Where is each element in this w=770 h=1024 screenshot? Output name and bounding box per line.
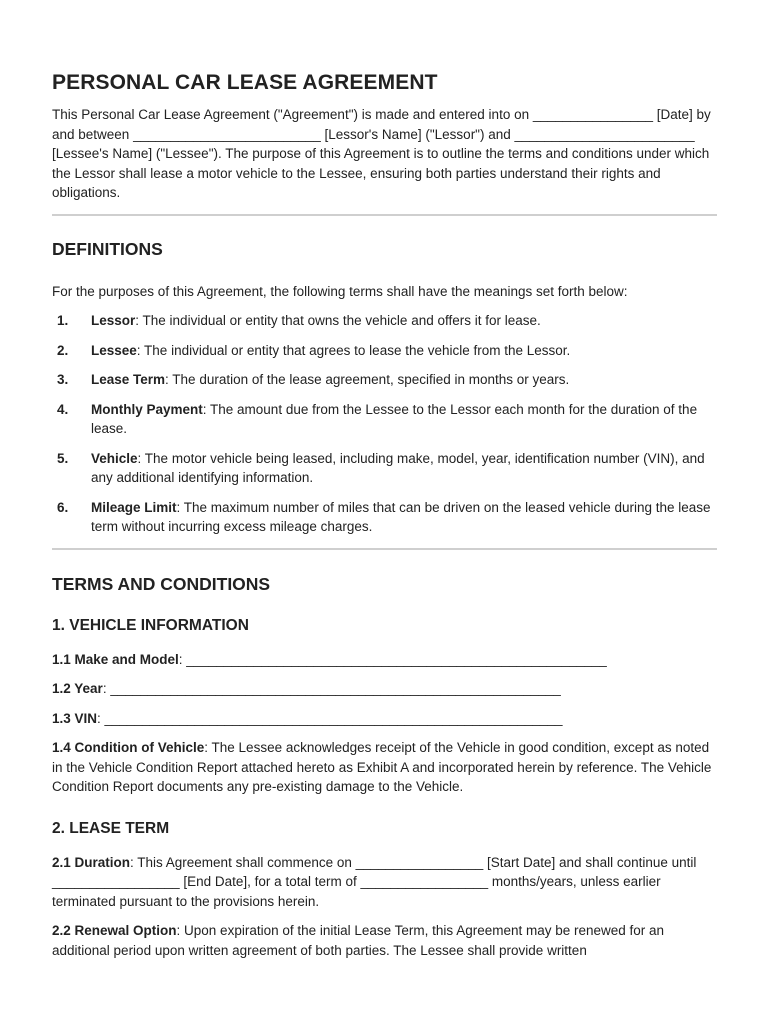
definition-text: : The maximum number of miles that can be driven on the leased vehicle during the lease term without incurring excess mileage charges. — [91, 499, 711, 534]
definition-text: : The amount due from the Lessee to the Lessor each month for the duration of the lease. — [91, 401, 698, 436]
definition-text: : The individual or entity that agrees to lease the vehicle from the Lessor. — [136, 342, 571, 358]
section-divider — [52, 214, 717, 216]
definition-term: Monthly Payment — [91, 401, 203, 417]
year-label: 1.2 Year — [52, 681, 103, 696]
vin-label: 1.3 VIN — [52, 710, 98, 726]
document-content — [52, 71, 717, 960]
section-divider — [52, 548, 717, 550]
year-blank: : ____________________________________________________________ — [102, 681, 561, 696]
vin-field — [52, 709, 717, 729]
definition-item — [52, 449, 717, 488]
definition-item — [52, 341, 717, 361]
definition-number: 6. — [57, 499, 69, 515]
definition-number: 4. — [57, 401, 69, 417]
document-title: PERSONAL CAR LEASE AGREEMENT — [52, 71, 438, 94]
definition-text: : The individual or entity that owns the vehicle and offers it for lease. — [135, 313, 541, 328]
year-field — [52, 679, 717, 699]
definition-item — [52, 311, 717, 331]
definition-text: : The motor vehicle being leased, including make, model, year, identification number (VIN), and any additional identifying information. — [91, 450, 705, 485]
duration-label: 2.1 Duration — [52, 854, 131, 870]
make-model-blank: : ________________________________________________________ — [178, 651, 607, 667]
definition-term: Lessor — [91, 313, 136, 328]
vin-blank: : _____________________________________________________________ — [97, 710, 563, 726]
duration-clause — [52, 853, 717, 912]
condition-clause — [52, 738, 717, 797]
definition-term: Vehicle — [91, 450, 138, 466]
definitions-list — [52, 311, 717, 537]
definition-item — [52, 498, 717, 537]
duration-text: : This Agreement shall commence on _________________ [Start Date] and shall continue until _________________ [End Date], for a total term of _________________ months/years, unless earlier terminated pursuant to the provisions herein. — [52, 854, 697, 909]
definition-term: Lessee — [91, 342, 137, 358]
condition-label: 1.4 Condition of Vehicle — [52, 740, 205, 755]
definition-item — [52, 400, 717, 439]
definition-item — [52, 370, 717, 390]
vehicle-info-heading: 1. VEHICLE INFORMATION — [52, 616, 249, 634]
definition-number: 5. — [57, 450, 69, 466]
renewal-label: 2.2 Renewal Option — [52, 923, 177, 938]
renewal-clause — [52, 921, 717, 960]
renewal-text: : Upon expiration of the initial Lease Term, this Agreement may be renewed for an additional period upon written agreement of both parties. The Lessee shall provide written — [52, 923, 665, 958]
definitions-heading: DEFINITIONS — [52, 238, 163, 259]
lease-term-heading: 2. LEASE TERM — [52, 819, 170, 837]
make-model-field — [52, 650, 717, 670]
condition-text: : The Lessee acknowledges receipt of the Vehicle in good condition, except as noted in the Vehicle Condition Report attached hereto as Exhibit A and incorporated herein by reference. The Vehicle Condition Report documents any pre-existing damage to the Vehicle. — [52, 740, 712, 794]
definition-term: Mileage Limit — [91, 499, 177, 515]
definitions-lead: For the purposes of this Agreement, the following terms shall have the meanings set forth below: — [52, 283, 628, 299]
terms-heading: TERMS AND CONDITIONS — [52, 573, 271, 594]
definition-number: 1. — [57, 313, 69, 328]
definition-number: 2. — [57, 342, 69, 358]
definition-number: 3. — [57, 372, 69, 387]
intro-paragraph: This Personal Car Lease Agreement ("Agreement") is made and entered into on ________________ [Date] by and between _________________________ [Lessor's Name] ("Lessor") and ________________________ [Lessee's Name] ("Lessee"). The purpose of this Agreement is to outline the terms and conditions under which the Lessor shall lease a motor vehicle to the Lessee, ensuring both parties understand their rights and obligations. — [52, 107, 711, 200]
make-model-label: 1.1 Make and Model — [52, 651, 179, 667]
definition-text: : The duration of the lease agreement, specified in months or years. — [165, 372, 570, 387]
definition-term: Lease Term — [91, 372, 166, 387]
